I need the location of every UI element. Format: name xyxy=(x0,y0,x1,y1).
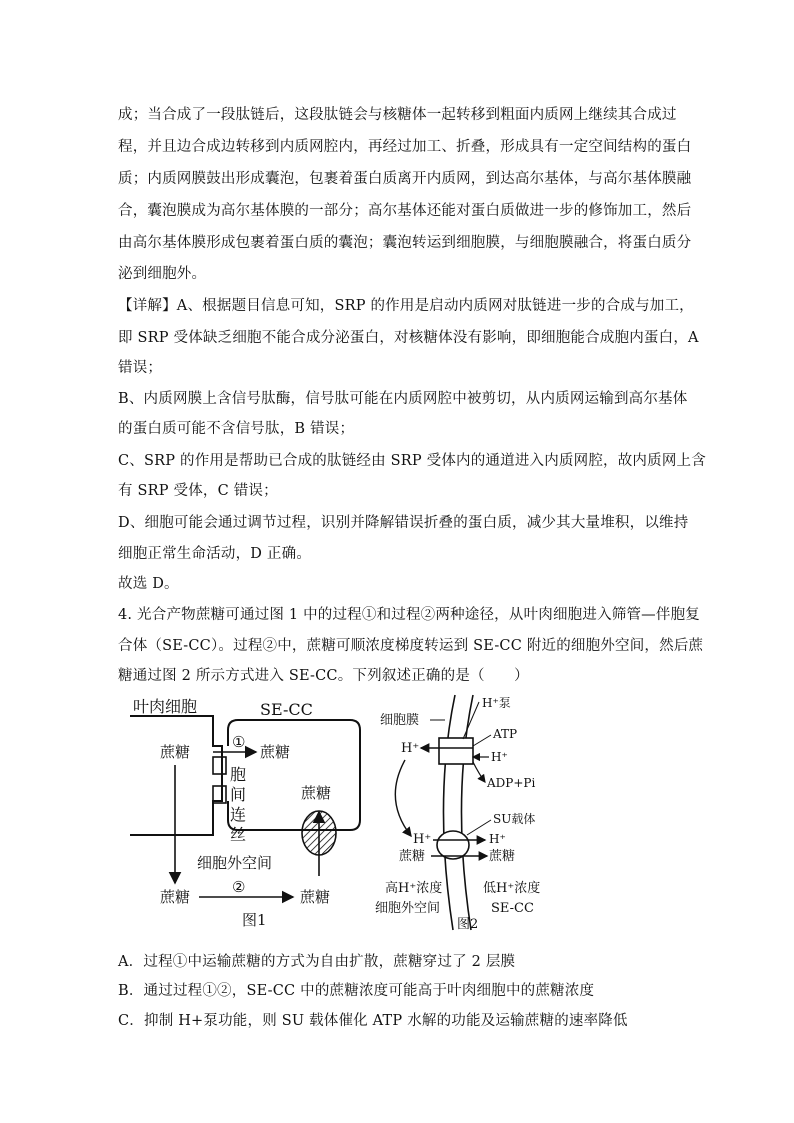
detail-line: 细胞正常生命活动，D 正确。 xyxy=(118,546,312,562)
question-line: 糖通过图 2 所示方式进入 SE-CC。下列叙述正确的是（ ） xyxy=(118,668,529,684)
extracellular-label: 细胞外空间 xyxy=(375,901,441,916)
sucrose-label: 蔗糖 xyxy=(301,784,332,802)
su-carrier-label: SU载体 xyxy=(493,812,536,826)
pump-label: H⁺泵 xyxy=(482,696,511,710)
detail-line: C、SRP 的作用是帮助已合成的肽链经由 SRP 受体内的通道进入内质网腔，故内质网上含 xyxy=(118,453,706,469)
low-h-label: 低H⁺浓度 xyxy=(483,881,541,896)
detail-line: D、细胞可能会通过调节过程，识别并降解错误折叠的蛋白质，减少其大量堆积，以维持 xyxy=(118,515,689,531)
detail-line: 的蛋白质可能不含信号肽，B 错误； xyxy=(118,421,355,437)
step1-label: ① xyxy=(232,733,246,751)
plasmodesmata-char: 连 xyxy=(230,805,247,824)
text-line: 泌到细胞外。 xyxy=(118,266,207,282)
plasmodesmata-char: 胞 xyxy=(230,765,247,784)
figure-1 xyxy=(125,690,375,940)
option-a: A．过程①中运输蔗糖的方式为自由扩散，蔗糖穿过了 2 层膜 xyxy=(118,954,516,970)
detail-line: 【详解】A、根据题目信息可知，SRP 的作用是启动内质网对肽链进一步的合成与加工， xyxy=(118,298,694,314)
secc-label: SE-CC xyxy=(491,901,534,916)
detail-line: 有 SRP 受体，C 错误； xyxy=(118,483,278,499)
text-line: 成；当合成了一段肽链后，这段肽链会与核糖体一起转移到粗面内质网上继续其合成过 xyxy=(118,107,677,123)
detail-line: 即 SRP 受体缺乏细胞不能合成分泌蛋白，对核糖体没有影响，即细胞能合成胞内蛋白，A xyxy=(118,330,699,346)
step2-label: ② xyxy=(232,878,246,896)
h-ion-label: H⁺ xyxy=(491,750,508,764)
atp-label: ATP xyxy=(493,727,518,741)
text-line: 程，并且边合成边转移到内质网腔内，再经过加工、折叠，形成具有一定空间结构的蛋白 xyxy=(118,139,692,155)
high-h-label: 高H⁺浓度 xyxy=(385,881,443,896)
adp-label: ADP+Pi xyxy=(487,776,536,790)
text-line: 合，囊泡膜成为高尔基体膜的一部分；高尔基体还能对蛋白质做进一步的修饰加工，然后 xyxy=(118,203,692,219)
detail-line: B、内质网膜上含信号肽酶，信号肽可能在内质网腔中被剪切，从内质网运输到高尔基体 xyxy=(118,391,688,407)
option-b: B．通过过程①②，SE-CC 中的蔗糖浓度可能高于叶肉细胞中的蔗糖浓度 xyxy=(118,983,595,999)
extracellular-label: 细胞外空间 xyxy=(197,854,273,872)
option-c: C．抑制 H+泵功能，则 SU 载体催化 ATP 水解的功能及运输蔗糖的速率降低 xyxy=(118,1013,628,1029)
text-line: 由高尔基体膜形成包裹着蛋白质的囊泡；囊泡转运到细胞膜，与细胞膜融合，将蛋白质分 xyxy=(118,235,692,251)
figure-1-caption: 图1 xyxy=(242,911,267,929)
sucrose-label: 蔗糖 xyxy=(160,888,191,906)
sucrose-label: 蔗糖 xyxy=(300,888,331,906)
secc-label: SE-CC xyxy=(260,700,313,719)
question-line: 合体（SE-CC）。过程②中，蔗糖可顺浓度梯度转运到 SE-CC 附近的细胞外空间，然后蔗 xyxy=(118,638,704,654)
detail-line: 故选 D。 xyxy=(118,576,179,592)
sucrose-label: 蔗糖 xyxy=(489,849,516,864)
sucrose-label: 蔗糖 xyxy=(399,849,426,864)
membrane-label: 细胞膜 xyxy=(380,713,420,728)
h-ion-label: H⁺ xyxy=(489,832,506,846)
sucrose-label: 蔗糖 xyxy=(160,743,191,761)
question-line: 4. 光合产物蔗糖可通过图 1 中的过程①和过程②两种途径，从叶肉细胞进入筛管—伴胞复 xyxy=(118,607,700,623)
sucrose-label: 蔗糖 xyxy=(260,743,291,761)
figure-2 xyxy=(375,690,575,940)
detail-line: 错误； xyxy=(118,360,163,376)
figure-2-caption: 图2 xyxy=(457,917,479,932)
h-ion-label: H⁺ xyxy=(401,741,420,756)
mesophyll-label: 叶肉细胞 xyxy=(133,697,198,716)
plasmodesmata-char: 间 xyxy=(230,785,247,804)
h-ion-label: H⁺ xyxy=(413,832,432,847)
plasmodesmata-char: 丝 xyxy=(230,825,247,844)
text-line: 质；内质网膜鼓出形成囊泡，包裹着蛋白质离开内质网，到达高尔基体，与高尔基体膜融 xyxy=(118,171,692,187)
